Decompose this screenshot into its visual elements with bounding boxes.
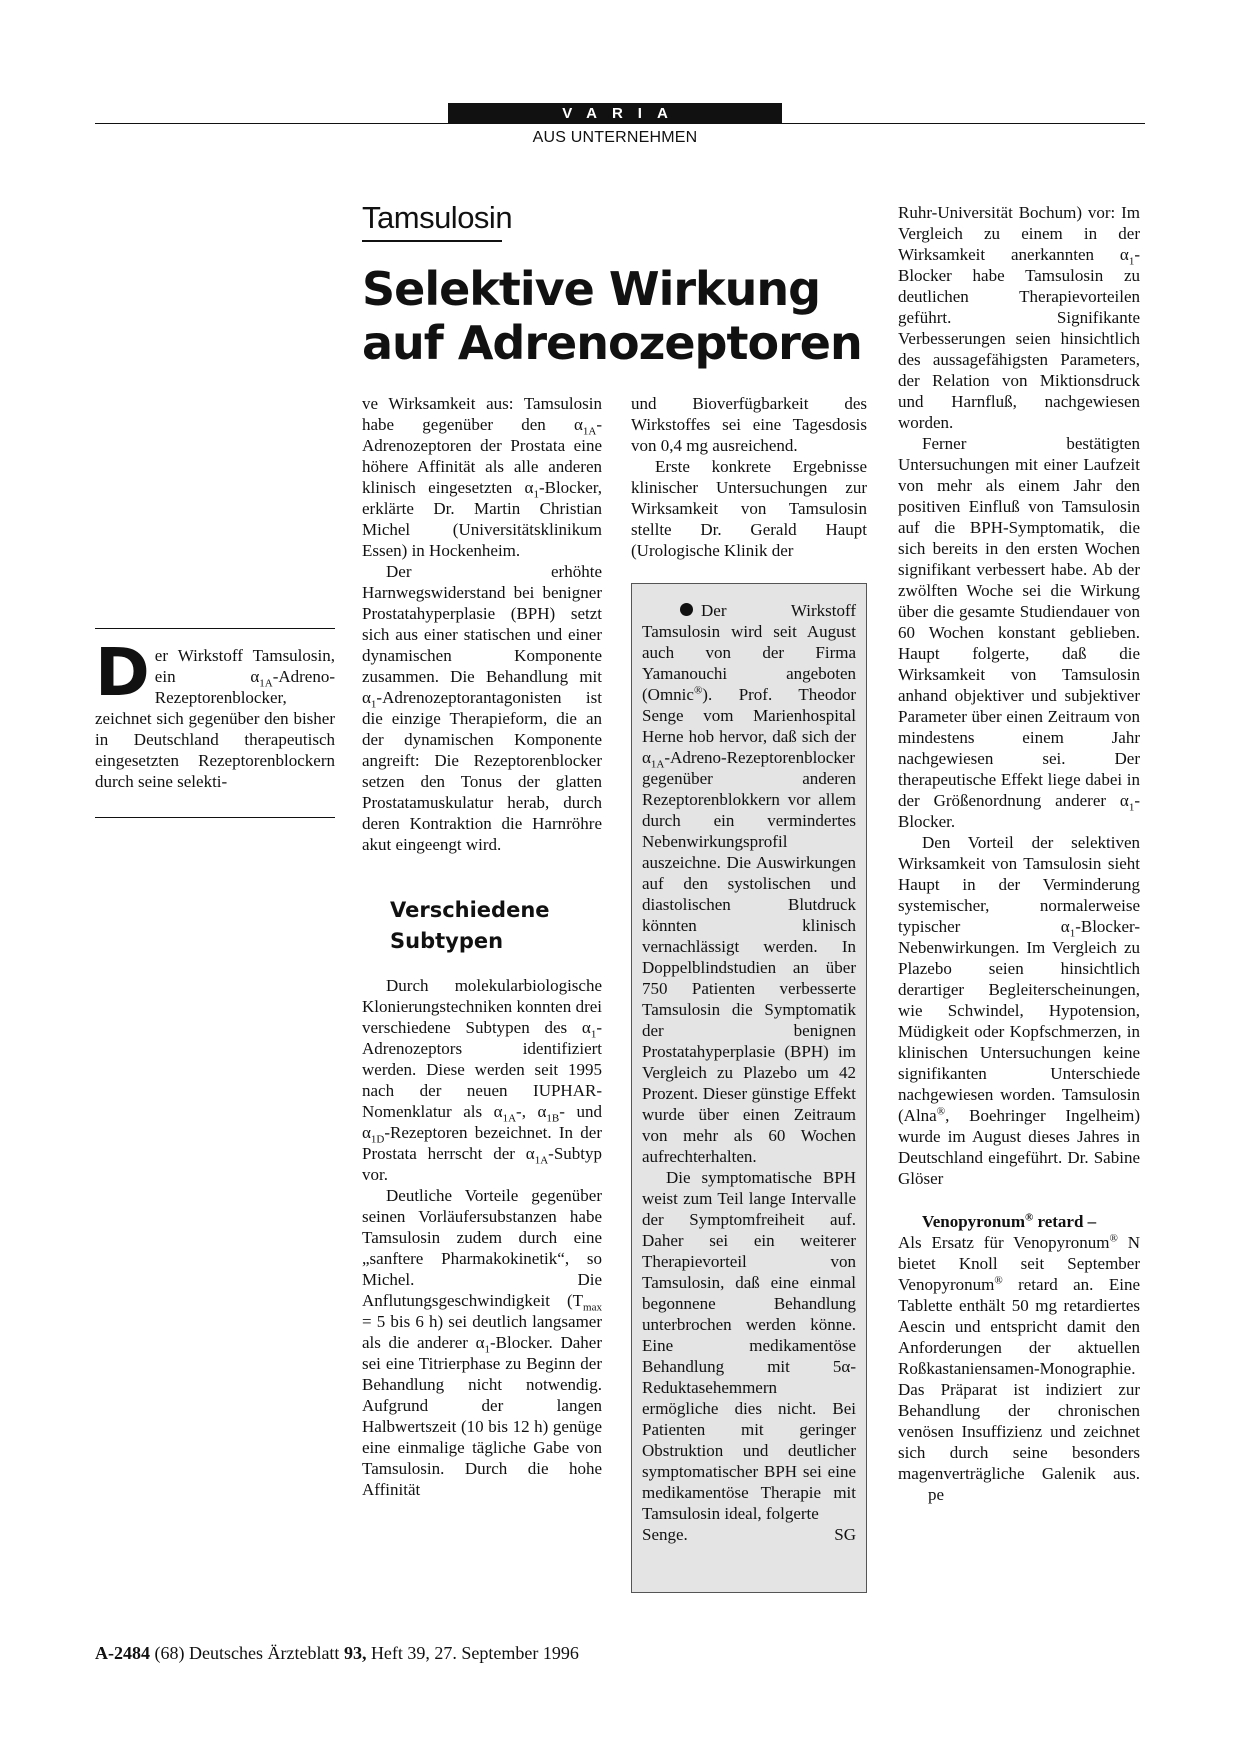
volume-number: 93,: [343, 1643, 367, 1663]
paragraph: Den Vorteil der selektiven Wirksamkeit von Tamsulosin sieht Haupt in der Verminderung systemischer, normalerweise typischer $\alpha_1-Blocker$-Nebenwirkungen. Im Vergleich zu Plazebo seien hinsichtlich derartiger Begleiterscheinungen, wie Schwindel, Hypotension, Müdigkeit oder Kopfschmerzen, in klinischen Untersuchungen keine signifikanten Unterschiede nachgewiesen worden. Tamsulosin (Alna®, Boehringer Ingelheim) wurde im August dieses Jahres in Deutschland eingeführt. Dr. Sabine Glöser: [898, 833, 1140, 1188]
paragraph: Ferner bestätigten Untersuchungen mit einer Laufzeit von mehr als einem Jahr den positiven Einfluß von Tamsulosin auf die BPH-Symptomatik, die sich bereits in den ersten Wochen signifikant verbessert habe. Ab der zwölften Woche sei die Wirkung über die gesamte Studiendauer von 60 Wochen konstant geblieben. Haupt folgerte, daß die Wirksamkeit von Tamsulosin anhand objektiver und subjektiver Parameter über einen Zeitraum von mindestens einem Jahr nachgewiesen sei. Der therapeutische Effekt liege dabei in der Größenordnung anderer $\alpha_1$-Blocker.: [898, 434, 1140, 831]
section-banner: VARIA: [448, 103, 782, 124]
bullet-icon: [680, 603, 693, 616]
paragraph: ve Wirksamkeit aus: Tamsulosin habe gegenüber den $\alpha_{1A}$-Adrenozeptoren der Prostata eine höhere Affinität als alle anderen klinisch eingesetzten $\alpha_1$-Blocker, erklärte Dr. Martin Christian Michel (Universitätsklinikum Essen) in Hockenheim.: [362, 394, 602, 560]
kicker-underline: [362, 240, 502, 242]
subheading: Verschiedene Subtypen: [390, 898, 550, 953]
article-column-1: [362, 393, 602, 1500]
section-subtitle: AUS UNTERNEHMEN: [532, 129, 698, 146]
article-column-3: [898, 202, 1140, 1505]
journal-name: (68) Deutsches Ärzteblatt: [154, 1643, 340, 1663]
notice-title: Venopyronum® retard –: [922, 1211, 1097, 1231]
paragraph: Deutliche Vorteile gegenüber seinen Vorläufersubstanzen habe Tamsulosin zudem durch eine „sanftere Pharmakokinetik“, so Michel. Die Anflutungsgeschwindigkeit ($T_{max} = 5$ bis 6 h) sei deutlich langsamer als die anderer $\alpha_1$-Blocker. Daher sei eine Titrierphase zu Beginn der Behandlung nicht notwendig. Aufgrund der langen Halbwertszeit (10 bis 12 h) genüge eine einmalige tägliche Gabe von Tamsulosin. Durch die hohe Affinität: [362, 1186, 602, 1499]
article-headline: [362, 262, 862, 370]
info-box: [631, 583, 867, 1593]
dropcap: D: [95, 634, 150, 711]
lead-rule-top: [95, 628, 335, 629]
article-lead: Der Wirkstoff Tamsulosin, ein $\alpha_{1A}-Adreno$-Rezeptorenblocker, zeichnet sich gegenüber den bisher in Deutschland therapeutisch eingesetzten Rezeptorenblockern durch seine selekti-: [95, 634, 335, 791]
notice-signature: pe: [928, 1485, 945, 1504]
page-code: A-2484: [95, 1643, 150, 1663]
paragraph: Durch molekularbiologische Klonierungstechniken konnten drei verschiedene Subtypen des $\alpha_1$-Adrenozeptors identifiziert werden. Diese werden seit 1995 nach der neuen IUPHAR-Nomenklatur als $\alpha_{1A}-$, $\alpha_{1B}-$ und $\alpha_{1D}$-Rezeptoren bezeichnet. In der Prostata herrscht der $\alpha_{1A}$-Subtyp vor.: [362, 976, 602, 1184]
box-signature: SG: [834, 1525, 856, 1544]
box-signature-row: Senge. SG: [642, 1525, 856, 1544]
lead-rule-bottom: [95, 817, 335, 818]
article-kicker: Tamsulosin: [362, 200, 513, 235]
paragraph: Die symptomatische BPH weist zum Teil lange Intervalle der Symptomfreiheit auf. Daher sei ein weiterer Therapievorteil von Tamsulosin, daß eine einmal begonnene Behandlung unterbrochen werden könne. Eine medikamentöse Behandlung mit 5α-Reduktasehemmern ermögliche dies nicht. Bei Patienten mit geringer Obstruktion und deutlicher symptomatischer BPH sei eine medikamentöse Therapie mit Tamsulosin ideal, folgerte: [642, 1168, 856, 1523]
paragraph: Der Wirkstoff Tamsulosin wird seit August auch von der Firma Yamanouchi angeboten (Omnic®). Prof. Theodor Senge vom Marienhospital Herne hob hervor, daß sich der $\alpha_{1A}-Adreno$-Rezeptorenblocker gegenüber anderen Rezeptorenblokkern vor allem durch ein vermindertes Nebenwirkungsprofil auszeichne. Die Auswirkungen auf den systolischen und diastolischen Blutdruck könnten klinisch vernachlässigt werden. In Doppelblindstudien an über 750 Patienten verbesserte Tamsulosin die Symptomatik der benignen Prostatahyperplasie (BPH) im Vergleich zu Plazebo um 42 Prozent. Dieser günstige Effekt wurde über einen Zeitraum von mehr als 60 Wochen aufrechterhalten.: [642, 601, 856, 1166]
issue-date: Heft 39, 27. September 1996: [370, 1643, 579, 1663]
paragraph: Erste konkrete Ergebnisse klinischer Untersuchungen zur Wirksamkeit von Tamsulosin stellte Dr. Gerald Haupt (Urologische Klinik der: [631, 457, 867, 560]
paragraph: und Bioverfügbarkeit des Wirkstoffes sei eine Tagesdosis von 0,4 mg ausreichend.: [631, 394, 867, 455]
article-column-2: [631, 393, 867, 561]
paragraph: Der erhöhte Harnwegswiderstand bei benigner Prostatahyperplasie (BPH) setzt sich aus einer statischen und einer dynamischen Komponente zusammen. Die Behandlung mit $\alpha_1$-Adrenozeptorantagonisten ist die einzige Therapieform, die an der dynamischen Komponente angreift: Die Rezeptorenblocker setzen den Tonus der glatten Prostatamuskulatur herab, durch deren Kontraktion die Harnröhre akut eingeengt wird.: [362, 562, 602, 854]
notice-text: Als Ersatz für Venopyronum® N bietet Knoll seit September Venopyronum® retard an. Eine Tablette enthält 50 mg retardiertes Aescin und entspricht damit den Anforderungen der aktuellen Roßkastaniensamen-Monographie. Das Präparat ist indiziert zur Behandlung der chronischen venösen Insuffizienz und zeichnet sich durch seine besonders magenverträgliche Galenik aus. pe: [898, 1232, 1140, 1504]
paragraph: Ruhr-Universität Bochum) vor: Im Vergleich zu einem in der Wirksamkeit anerkannten $\alpha_1$-Blocker habe Tamsulosin zu deutlichen Therapievorteilen geführt. Signifikante Verbesserungen seien hinsichtlich des aussagefähigsten Parameters, der Relation von Miktionsdruck und Harnfluß, nachgewiesen worden.: [898, 203, 1140, 432]
page-footer: [95, 1643, 579, 1664]
headline-line-2: auf Adrenozeptoren: [362, 316, 862, 370]
notice-item: [898, 1211, 1140, 1232]
headline-line-1: Selektive Wirkung: [362, 262, 821, 316]
